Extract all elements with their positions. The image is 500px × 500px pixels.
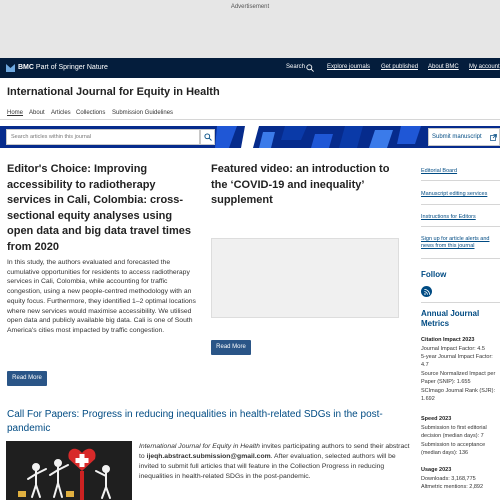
search-button[interactable] (200, 129, 215, 145)
rss-icon (424, 289, 430, 295)
get-published-link[interactable]: Get published (381, 64, 419, 70)
sidebar-divider (421, 204, 500, 205)
metric-line: Downloads: 3,168,775 (421, 476, 476, 482)
metric-line: 4.7 (421, 362, 429, 368)
search-input[interactable] (6, 129, 200, 145)
editors-choice-title[interactable]: Editor's Choice: Improving accessibility to radiotherapy services in Cali, Colombia: cross-sectional equity analyses using open data and big data travel times from 2020 (7, 163, 191, 253)
submit-manuscript-label: Submit manuscript (432, 134, 482, 140)
search-icon (204, 133, 212, 141)
call-for-papers-title[interactable]: Call For Papers: Progress in reducing inequalities in health-related SDGs in the post-pandemic (7, 409, 383, 434)
metric-line: (median days): 136 (421, 450, 469, 456)
sidebar-divider (421, 258, 500, 259)
metric-line: Paper (SNIP): 1.655 (421, 379, 471, 385)
search-icon[interactable] (306, 64, 314, 72)
sidebar-manuscript-editing-link[interactable]: Manuscript editing services (421, 191, 488, 197)
metric-line: decision (median days): 7 (421, 433, 484, 439)
sidebar-instructions-link[interactable]: Instructions for Editors (421, 214, 476, 220)
brand-tagline: Part of Springer Nature (35, 64, 108, 71)
subnav-articles[interactable]: Articles (51, 110, 71, 116)
featured-video-title[interactable]: Featured video: an introduction to the ‘COVID-19 and inequality’ supplement (211, 163, 390, 206)
editors-choice-read-more-button[interactable]: Read More (7, 371, 47, 386)
my-account-link[interactable]: My account (469, 64, 500, 70)
sidebar-divider (421, 302, 500, 303)
subnav-collections[interactable]: Collections (76, 110, 106, 116)
sidebar-editorial-board-link[interactable]: Editorial Board (421, 168, 458, 174)
brand-bmc: BMC (18, 64, 34, 71)
call-for-papers-text (139, 442, 414, 482)
metric-line: Submission to acceptance (421, 442, 486, 448)
subnav-divider (0, 119, 500, 120)
sidebar-divider (421, 226, 500, 227)
usage-heading: Usage 2023 (421, 467, 452, 473)
subnav-submission-guidelines[interactable]: Submission Guidelines (112, 110, 174, 116)
editors-choice-body: In this study, the authors evaluated and forecasted the cumulative opportunities for residents to access radiotherapy services in Cali, Colombia, while accounting for traffic congestion, using a new people-centred methodology with an equity focus. Furthermore, they identified 1–2 optimal locations where new services would maximise accessibility. We utilised open data and publicly available big data. Cali is one of South America's cities most impacted by traffic congestion. (7, 259, 196, 334)
metric-line: Altmetric mentions: 2,892 (421, 484, 484, 490)
cfp-email[interactable]: ijeqh.abstract.submission@gmail.com (146, 453, 271, 460)
metric-line: Source Normalized Impact per (421, 371, 496, 377)
featured-video-player[interactable] (211, 238, 399, 318)
health-illustration (6, 441, 132, 500)
rss-follow-icon[interactable] (421, 286, 432, 297)
journal-title[interactable]: International Journal for Equity in Health (7, 86, 220, 98)
subnav-about[interactable]: About (29, 110, 45, 116)
featured-video-read-more-button[interactable]: Read More (211, 340, 251, 355)
follow-heading: Follow (421, 270, 447, 279)
search-placeholder: Search articles within this journal (11, 134, 92, 140)
citation-impact-heading: Citation Impact 2023 (421, 337, 475, 343)
about-bmc-link[interactable]: About BMC (428, 64, 459, 70)
search-link[interactable]: Search (286, 64, 306, 70)
explore-journals-link[interactable]: Explore journals (327, 64, 371, 70)
metric-line: Journal Impact Factor: 4.5 (421, 346, 485, 352)
metric-line: SCImago Journal Rank (SJR): (421, 388, 495, 394)
speed-heading: Speed 2023 (421, 416, 452, 422)
metric-line: Submission to first editorial (421, 425, 487, 431)
bmc-logo-icon[interactable] (6, 64, 15, 72)
advertisement-bar (0, 0, 500, 58)
sidebar-article-alerts-link[interactable]: Sign up for article alerts and news from this journal (421, 236, 490, 249)
cfp-journal-name: International Journal for Equity in Health (139, 443, 260, 450)
cfp-text-part: . After evaluation, selected authors will be invited to submit full articles that will feature in the Collection Progress in reducing inequalities in health-related SDGs in the post-pandemic. (139, 453, 396, 480)
submit-manuscript-button[interactable] (428, 128, 500, 146)
advertisement-label: Advertisement (230, 4, 270, 10)
top-navigation (0, 58, 500, 78)
metrics-heading: Annual Journal Metrics (421, 309, 480, 328)
subnav-home[interactable]: Home (7, 110, 24, 116)
brand-logo[interactable] (18, 64, 108, 71)
metric-line: 5-year Journal Impact Factor: (421, 354, 493, 360)
external-link-icon (490, 134, 497, 141)
sidebar-divider (421, 180, 500, 181)
metric-line: 1.692 (421, 396, 435, 402)
call-for-papers-image[interactable] (6, 441, 132, 500)
cfp-text-part: invites participating authors to send their abstract to (139, 443, 410, 460)
